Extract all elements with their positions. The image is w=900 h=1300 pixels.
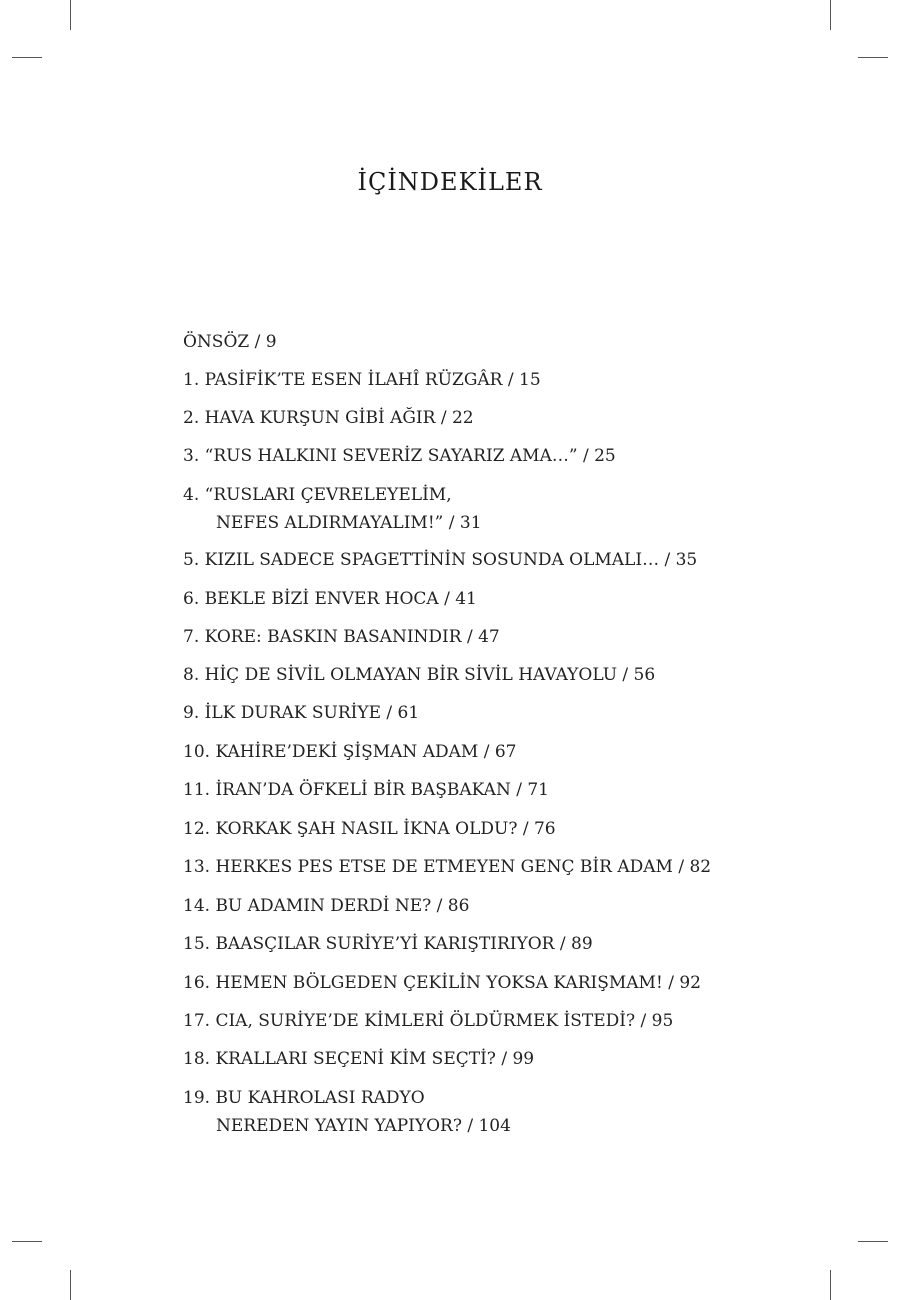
toc-entry-4[interactable] (183, 481, 482, 537)
crop-mark-left-bottom (12, 1241, 42, 1242)
crop-mark-bottom-right (830, 1270, 831, 1300)
toc-entry-13[interactable] (183, 853, 711, 881)
toc-line: 19. BU KAHROLASI RADYO (183, 1088, 425, 1108)
toc-entry-17[interactable] (183, 1007, 673, 1035)
toc-line: 14. BU ADAMIN DERDİ NE? / 86 (183, 896, 470, 916)
toc-entry-5[interactable] (183, 546, 697, 574)
toc-line: 6. BEKLE BİZİ ENVER HOCA / 41 (183, 589, 477, 609)
toc-entry-3[interactable] (183, 442, 616, 470)
toc-line: 5. KIZIL SADECE SPAGETTİNİN SOSUNDA OLMALI… / 35 (183, 550, 698, 570)
toc-line-continuation: NEREDEN YAYIN YAPIYOR? / 104 (216, 1116, 511, 1136)
toc-line: 16. HEMEN BÖLGEDEN ÇEKİLİN YOKSA KARIŞMAM! / 92 (183, 973, 701, 993)
toc-line: 4. “RUSLARI ÇEVRELEYELİM, (183, 485, 452, 505)
crop-mark-bottom-left (70, 1270, 71, 1300)
crop-mark-right-bottom (858, 1241, 888, 1242)
toc-entry-16[interactable] (183, 969, 701, 997)
toc-line: 11. İRAN’DA ÖFKELİ BİR BAŞBAKAN / 71 (183, 780, 549, 800)
toc-entry-8[interactable] (183, 661, 655, 689)
toc-line: 8. HİÇ DE SİVİL OLMAYAN BİR SİVİL HAVAYOLU / 56 (183, 665, 656, 685)
page-title: İÇİNDEKİLER (357, 168, 543, 196)
toc-line: 12. KORKAK ŞAH NASIL İKNA OLDU? / 76 (183, 819, 556, 839)
toc-entry-11[interactable] (183, 776, 549, 804)
toc-line: 1. PASİFİK’TE ESEN İLAHÎ RÜZGÂR / 15 (183, 370, 541, 390)
toc-line: 15. BAASÇILAR SURİYE’Yİ KARIŞTIRIYOR / 89 (183, 934, 593, 954)
toc-line: ÖNSÖZ / 9 (183, 332, 277, 352)
toc-line: 13. HERKES PES ETSE DE ETMEYEN GENÇ BİR ADAM / 82 (183, 857, 712, 877)
toc-entry-18[interactable] (183, 1045, 534, 1073)
toc-line: 10. KAHİRE’DEKİ ŞİŞMAN ADAM / 67 (183, 742, 517, 762)
toc-line: 2. HAVA KURŞUN GİBİ AĞIR / 22 (183, 408, 474, 428)
toc-entry-9[interactable] (183, 699, 419, 727)
toc-entry-10[interactable] (183, 738, 516, 766)
toc-entry-15[interactable] (183, 930, 593, 958)
toc-line: 9. İLK DURAK SURİYE / 61 (183, 703, 420, 723)
toc-entry-1[interactable] (183, 366, 541, 394)
toc-entry-preface[interactable] (183, 328, 277, 356)
toc-line: 17. CIA, SURİYE’DE KİMLERİ ÖLDÜRMEK İSTEDİ? / 95 (183, 1011, 674, 1031)
crop-mark-right-top (858, 57, 888, 58)
crop-mark-left-top (12, 57, 42, 58)
toc-line-continuation: NEFES ALDIRMAYALIM!” / 31 (216, 513, 482, 533)
toc-entry-7[interactable] (183, 623, 500, 651)
toc-line: 18. KRALLARI SEÇENİ KİM SEÇTİ? / 99 (183, 1049, 535, 1069)
toc-entry-2[interactable] (183, 404, 474, 432)
crop-mark-top-right (830, 0, 831, 30)
toc-entry-19[interactable] (183, 1084, 511, 1140)
toc-line: 3. “RUS HALKINI SEVERİZ SAYARIZ AMA…” / 25 (183, 446, 616, 466)
toc-entry-6[interactable] (183, 585, 477, 613)
crop-mark-top-left (70, 0, 71, 30)
toc-entry-14[interactable] (183, 892, 469, 920)
toc-line: 7. KORE: BASKIN BASANINDIR / 47 (183, 627, 500, 647)
toc-entry-12[interactable] (183, 815, 556, 843)
